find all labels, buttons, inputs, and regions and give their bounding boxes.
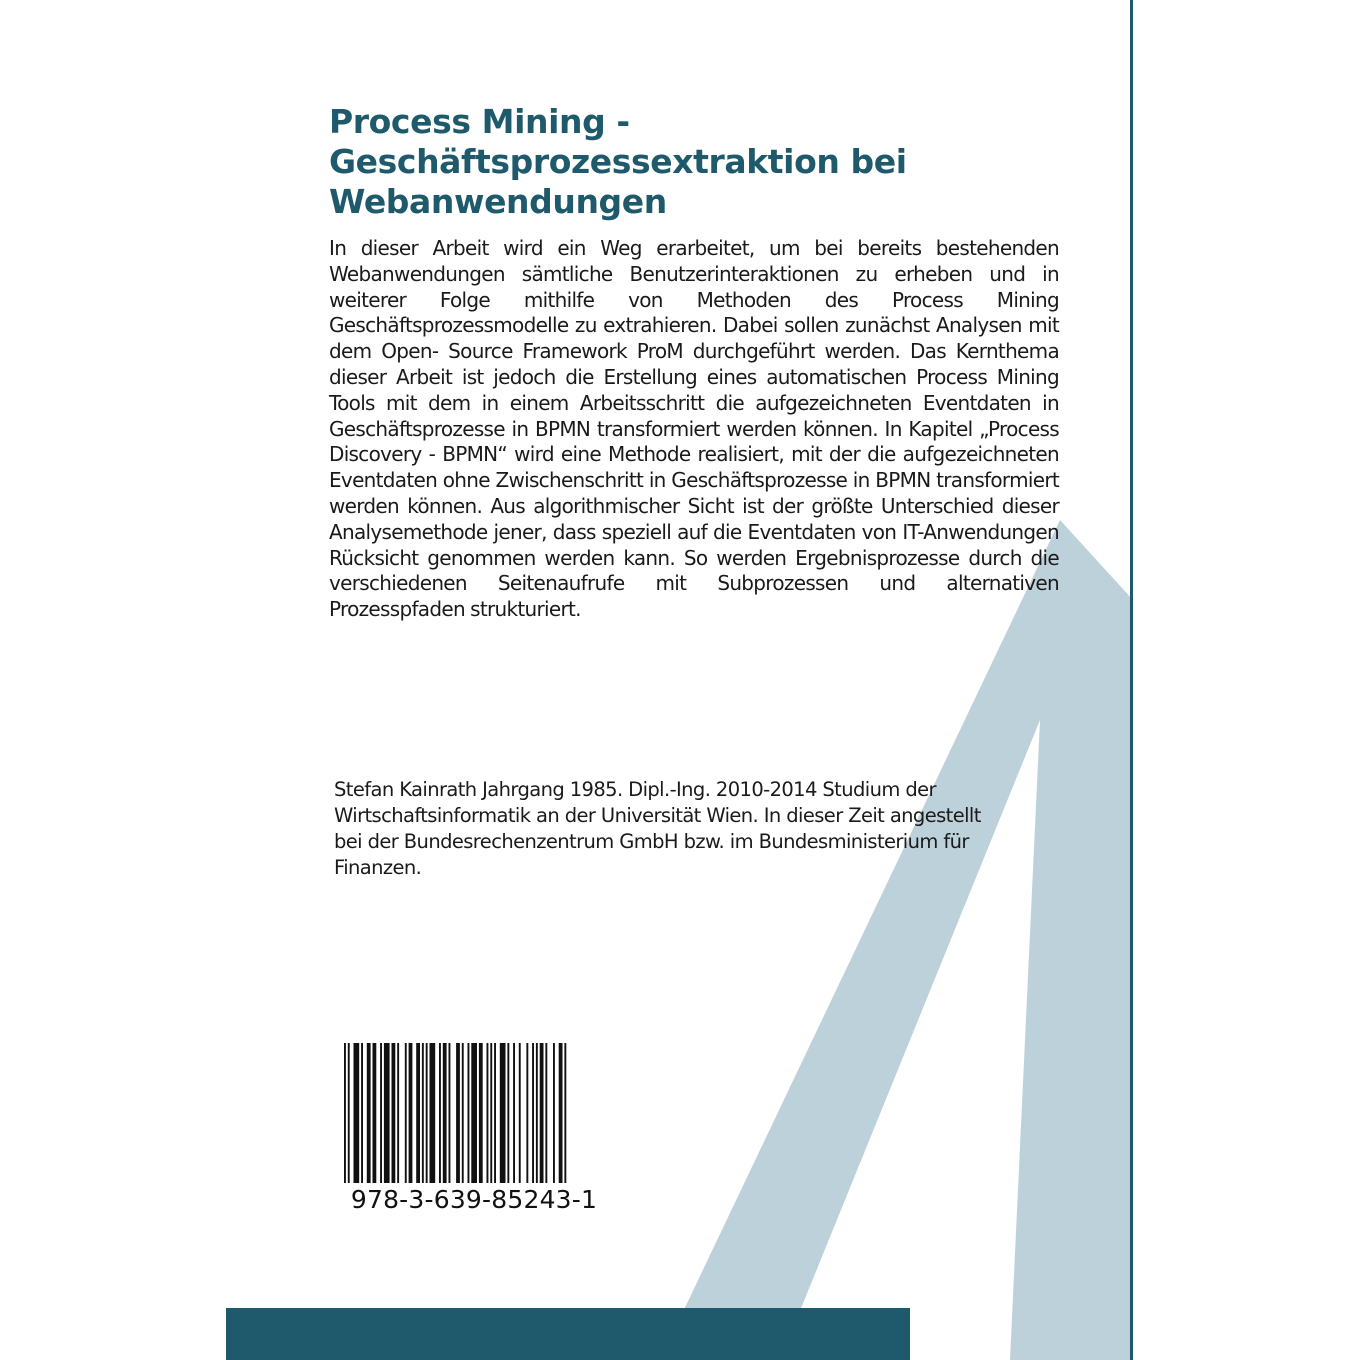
barcode-bar bbox=[380, 1043, 382, 1183]
barcode-bar bbox=[479, 1043, 483, 1183]
barcode-bar bbox=[559, 1043, 563, 1183]
barcode-bar bbox=[384, 1043, 390, 1183]
decorative-chevron bbox=[660, 520, 1133, 1360]
barcode-bar bbox=[439, 1043, 441, 1183]
barcode-bar bbox=[545, 1043, 547, 1183]
bottom-accent-bar bbox=[226, 1308, 910, 1360]
barcode-bar bbox=[367, 1043, 371, 1183]
barcode-bar bbox=[487, 1043, 489, 1183]
author-bio bbox=[334, 777, 1064, 881]
barcode-bar bbox=[507, 1043, 509, 1183]
barcode-bar bbox=[494, 1043, 496, 1183]
barcode-bar bbox=[449, 1043, 451, 1183]
book-description: In dieser Arbeit wird ein Weg erarbeitet, um bei bereits bestehenden Webanwendungen sämtliche Benutzerinteraktionen zu erheben und in weiterer Folge mithilfe von Methoden des Process Mining Geschäftsprozessmodelle zu extrahieren. Dabei sollen zunächst Analysen mit dem Open- Source Framework ProM durchgeführt werden. Das Kernthema dieser Arbeit ist jedoch die Erstellung eines automatischen Process Mining Tools mit dem in einem Arbeitsschritt die aufgezeichneten Eventdaten in Geschäftsprozesse in BPMN transformiert werden können. In Kapitel „Process Discovery - BPMN“ wird eine Methode realisiert, mit der die aufgezeichneten Eventdaten ohne Zwischenschritt in Geschäftsprozesse in BPMN transformiert werden können. Aus algorithmischer Sicht ist der größte Unterschied dieser Analysemethode jener, dass speziell auf die Eventdaten von IT-Anwendungen Rücksicht genommen werden kann. So werden Ergebnisprozesse durch die verschiedenen Seitenaufrufe mit Subprozessen und alternativen Prozesspfaden strukturiert. bbox=[329, 236, 1059, 622]
barcode-bar bbox=[426, 1043, 428, 1183]
barcode-bar bbox=[513, 1043, 515, 1183]
title-line: Process Mining - bbox=[329, 102, 630, 141]
barcode-bar bbox=[373, 1043, 377, 1183]
author-bio-line: Stefan Kainrath Jahrgang 1985. Dipl.-Ing. 2010-2014 Studium der bbox=[334, 778, 936, 801]
isbn-number: 978-3-639-85243-1 bbox=[350, 1185, 598, 1214]
barcode-bar bbox=[500, 1043, 506, 1183]
title-line: Webanwendungen bbox=[329, 182, 667, 221]
barcode-bar bbox=[490, 1043, 492, 1183]
barcode-bar bbox=[354, 1043, 360, 1183]
barcode-bar bbox=[344, 1043, 346, 1183]
author-bio-line: Finanzen. bbox=[334, 856, 422, 879]
spine-line bbox=[1130, 0, 1133, 1360]
barcode-bar bbox=[348, 1043, 350, 1183]
title-line: Geschäftsprozessextraktion bei bbox=[329, 142, 907, 181]
author-bio-line: bei der Bundesrechenzentrum GmbH bzw. im Bundesministerium für bbox=[334, 830, 969, 853]
barcode-bar bbox=[462, 1043, 464, 1183]
barcode-bar bbox=[456, 1043, 460, 1183]
barcode-icon bbox=[342, 1043, 606, 1183]
book-title bbox=[329, 102, 1089, 222]
barcode-bar bbox=[519, 1043, 521, 1183]
barcode-bar bbox=[536, 1043, 538, 1183]
barcode-bar bbox=[443, 1043, 447, 1183]
barcode-bar bbox=[430, 1043, 436, 1183]
barcode-bar bbox=[553, 1043, 555, 1183]
barcode-bar bbox=[409, 1043, 413, 1183]
barcode-bar bbox=[392, 1043, 396, 1183]
barcode-bar bbox=[397, 1043, 399, 1183]
barcode-bar bbox=[471, 1043, 477, 1183]
barcode-bar bbox=[405, 1043, 407, 1183]
barcode-bar bbox=[532, 1043, 534, 1183]
author-bio-line: Wirtschaftsinformatik an der Universität Wien. In dieser Zeit angestellt bbox=[334, 804, 981, 827]
barcode-bar bbox=[468, 1043, 470, 1183]
barcode-bar bbox=[564, 1043, 566, 1183]
barcode-bar bbox=[361, 1043, 363, 1183]
barcode-bar bbox=[416, 1043, 420, 1183]
barcode-bar bbox=[540, 1043, 544, 1183]
barcode-bar bbox=[422, 1043, 424, 1183]
barcode-bar bbox=[526, 1043, 528, 1183]
isbn-barcode bbox=[330, 1033, 618, 1228]
